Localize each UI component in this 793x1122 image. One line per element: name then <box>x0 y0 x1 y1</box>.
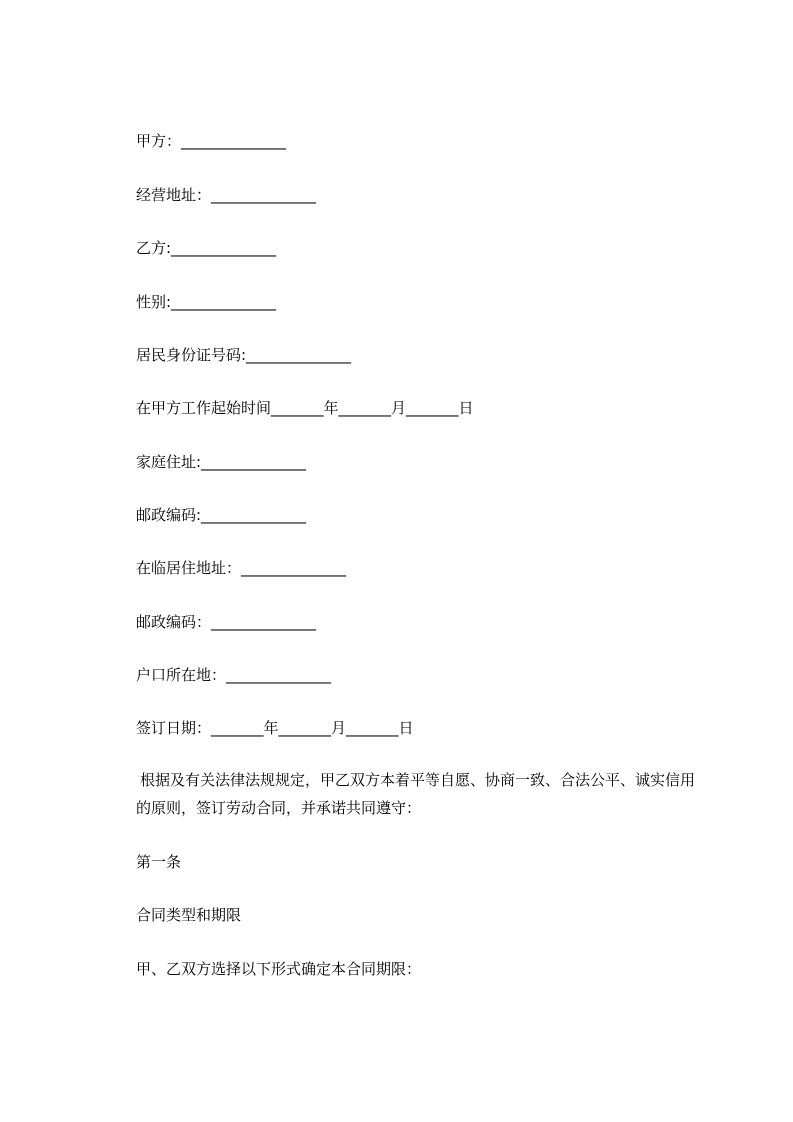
signing-date-field: 签订日期：_______年_______月_______日 <box>136 719 414 737</box>
temporary-address-field: 在临居住地址：______________ <box>136 559 347 577</box>
party-a-field: 甲方：______________ <box>136 132 287 150</box>
home-address-field: 家庭住址:______________ <box>136 453 307 471</box>
postal-code-field-2: 邮政编码：______________ <box>136 613 317 631</box>
work-start-date-field: 在甲方工作起始时间_______年_______月_______日 <box>136 399 474 417</box>
id-number-field: 居民身份证号码:______________ <box>136 346 352 364</box>
article-number: 第一条 <box>136 853 182 871</box>
household-registration-field: 户口所在地：______________ <box>136 666 332 684</box>
gender-field: 性别:______________ <box>136 293 277 311</box>
article-text: 甲、乙双方选择以下形式确定本合同期限： <box>136 960 422 978</box>
intro-paragraph: 根据及有关法律法规规定，甲乙双方本着平等自愿、协商一致、合法公平、诚实信用的原则，签订劳动合同，并承诺共同遵守： <box>136 771 696 817</box>
postal-code-field: 邮政编码:______________ <box>136 506 307 524</box>
article-title: 合同类型和期限 <box>136 906 242 924</box>
business-address-field: 经营地址：______________ <box>136 186 317 204</box>
party-b-field: 乙方:______________ <box>136 239 277 257</box>
